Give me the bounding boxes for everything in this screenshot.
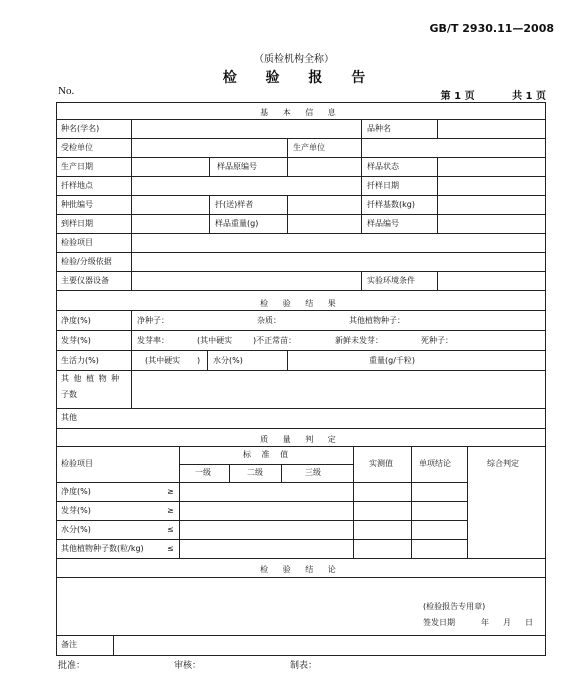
label-abnormal: )不正常苗： [253,336,297,345]
page-total: 共 1 页 [512,91,546,102]
label-hard-seed-2: (其中硬实 [145,356,181,365]
rule [437,195,438,233]
rule [57,501,467,502]
label-species-name: 种名(学名) [61,124,100,133]
label-sampling-location: 扦样地点 [61,181,93,190]
report-number-label: No. [58,85,75,97]
rule [131,310,132,408]
header-grade-2: 二级 [247,468,263,477]
rule [179,464,353,465]
header-overall: 综合判定 [487,459,519,468]
approve-label: 批准： [58,661,86,671]
label-hard-seed: (其中硬实 [197,336,233,345]
section-conclusion: 检 验 结 论 [260,565,342,574]
label-lab-conditions: 实验环境条件 [367,276,415,285]
page-current: 第 1 页 [440,91,475,102]
label-other-seed: 其他植物种子： [349,316,405,325]
page-indicator [441,87,546,102]
grade-row-label: 水分(%) [61,525,91,534]
rule [361,157,362,176]
label-test-basis: 检验/分级依据 [61,257,112,266]
rule [467,446,468,558]
rule [287,157,288,176]
rule [437,176,438,195]
section-basic-info: 基 本 信 息 [260,108,342,117]
label-pure-seed: 净种子： [137,316,169,325]
label-weight: 重量(g/千粒) [369,356,416,365]
label-sample-weight: 样品重量(g) [215,219,259,228]
rule [229,464,230,482]
label-sampler: 扦(送)样者 [215,200,254,209]
header-single-conclusion: 单项结论 [419,459,451,468]
rule [353,446,354,558]
rule [57,482,467,483]
rule [57,635,545,636]
section-grading: 质 量 判 定 [260,435,342,444]
grade-row-sign: ≥ [167,487,174,496]
prepare-label: 制表： [290,661,318,671]
standard-code: GB/T 2930.11—2008 [429,22,554,35]
issue-day: 日 [525,618,533,627]
label-hard-close: ) [197,356,201,365]
rule [57,428,545,429]
label-dead-seed: 死种子： [421,336,453,345]
rule [57,408,545,409]
label-sample-no: 样品编号 [367,219,399,228]
rule [287,195,288,233]
grade-row-sign: ≤ [167,525,174,534]
rule [57,577,545,578]
label-sample-original-no: 样品原编号 [217,162,257,171]
organization-name: （质检机构全称） [254,54,334,65]
rule [57,520,467,521]
rule [57,290,545,291]
grade-row-sign: ≤ [167,544,174,553]
label-germination: 发芽(%) [61,336,91,345]
rule [361,138,362,157]
label-germ-rate: 发芽率： [137,336,169,345]
label-variety-name: 品种名 [367,124,391,133]
rule [57,446,545,447]
rule [281,464,282,482]
section-results: 检 验 结 果 [260,299,342,308]
label-production-date: 生产日期 [61,162,93,171]
rule [361,176,362,195]
issue-date-label: 签发日期 [423,618,455,627]
label-other-count-1: 其 他 植 物 种 [61,374,121,383]
review-label: 审核： [174,661,202,671]
label-viability: 生活力(%) [61,356,99,365]
rule [287,138,288,157]
label-applicant-unit: 受检单位 [61,143,93,152]
grade-row-label: 发芽(%) [61,506,91,515]
issue-month: 月 [503,618,511,627]
rule [411,446,412,558]
label-purity: 净度(%) [61,316,91,325]
rule [287,350,288,370]
label-producer-unit: 生产单位 [293,143,325,152]
rule [437,157,438,176]
header-measured: 实测值 [369,459,393,468]
label-impurity: 杂质： [257,316,281,325]
rule [207,350,208,370]
rule [57,539,467,540]
header-grade-3: 三级 [305,468,321,477]
label-arrival-date: 到样日期 [61,219,93,228]
issue-year: 年 [481,618,489,627]
rule [131,233,132,290]
rule [131,119,132,233]
label-test-items: 检验项目 [61,238,93,247]
label-main-instruments: 主要仪器设备 [61,276,109,285]
rule [361,195,362,233]
label-sample-status: 样品状态 [367,162,399,171]
label-sampling-base: 扦样基数(kg) [367,200,415,209]
report-form [56,102,546,656]
header-standard-value: 标 准 值 [243,450,293,459]
label-moisture: 水分(%) [213,356,243,365]
label-fresh-ungerm: 新鲜未发芽： [335,336,383,345]
rule [179,446,180,558]
rule [57,558,545,559]
label-other: 其他 [61,413,77,422]
label-other-count-2: 子数 [61,390,77,399]
label-sampling-date: 扦样日期 [367,181,399,190]
seal-label: (检验报告专用章) [423,602,486,611]
label-remarks: 备注 [61,640,77,649]
rule [361,119,362,138]
header-grade-1: 一级 [195,468,211,477]
header-test-item: 检验项目 [61,459,93,468]
grade-row-label: 净度(%) [61,487,91,496]
report-title: 检 验 报 告 [222,70,378,86]
grade-row-sign: ≥ [167,506,174,515]
rule [437,119,438,138]
rule [113,635,114,655]
rule [437,271,438,290]
grade-row-label: 其他植物种子数(粒/kg) [61,544,144,553]
label-lot-no: 种批编号 [61,200,93,209]
rule [209,157,210,176]
rule [361,271,362,290]
rule [209,195,210,233]
